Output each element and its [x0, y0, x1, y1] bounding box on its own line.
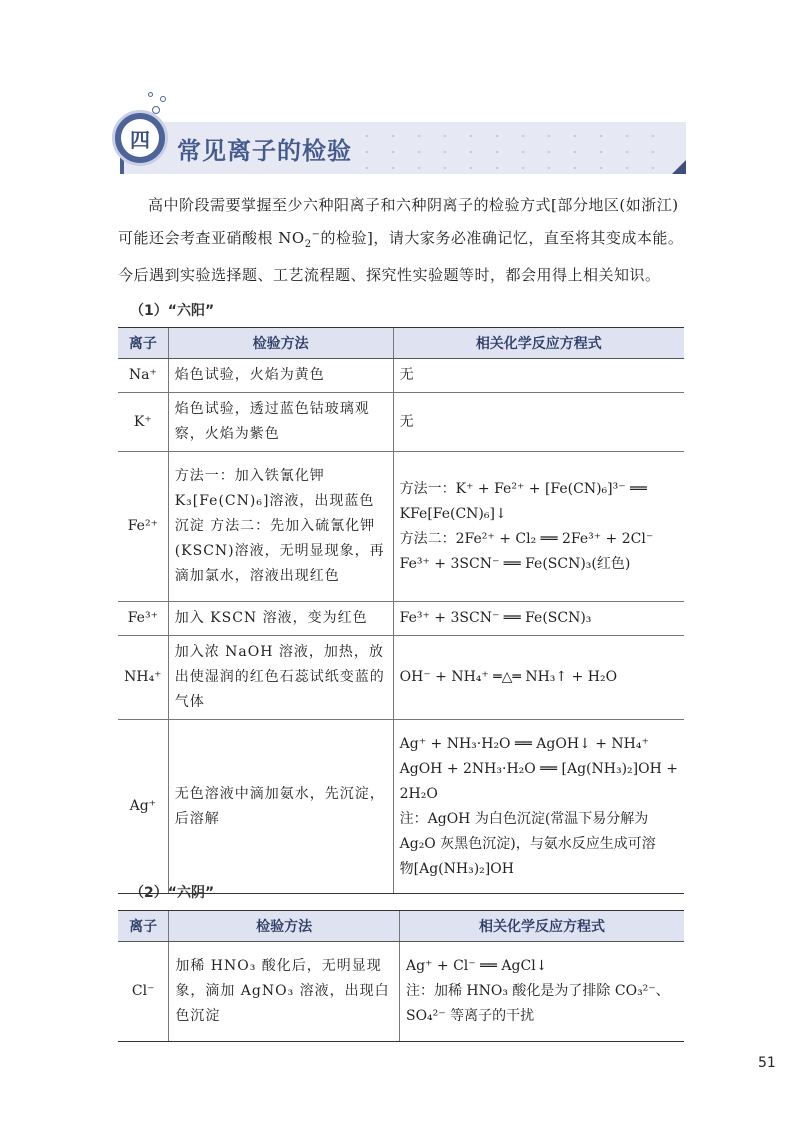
- no2-superscript: −: [311, 229, 321, 240]
- intro-text-2: 的检验]，请大家务必准确记忆，直至将其变成本能。今后遇到实验选择题、工艺流程题、探究性实验题等时，都会用得上相关知识。: [118, 229, 684, 284]
- ion-cell: Na⁺: [118, 359, 168, 393]
- equation-line: Ag⁺ + NH₃·H₂O ══ AgOH↓ + NH₄⁺: [399, 735, 649, 752]
- column-header: 检验方法: [168, 328, 393, 359]
- intro-text-1: 高中阶段需要掌握至少六种阳离子和六种阴离子的检验方式[部分地区(如浙江)可能还会考查亚硝酸根 NO: [118, 196, 679, 247]
- equation-line: AgOH + 2NH₃·H₂O ══ [Ag(NH₃)₂]OH +: [399, 760, 678, 777]
- equation-line: 2H₂O: [399, 785, 438, 802]
- intro-paragraph: [118, 190, 684, 290]
- section-number: 四: [121, 119, 159, 157]
- equation-line: SO₄²⁻ 等离子的干扰: [405, 1008, 535, 1024]
- section-number-badge: [112, 110, 168, 166]
- equation-cell: [393, 720, 684, 894]
- equation-cell: [393, 636, 684, 720]
- equation-line: 注：AgOH 为白色沉淀(常温下易分解为: [399, 810, 649, 827]
- column-header: 相关化学反应方程式: [393, 328, 684, 359]
- table-row: [118, 602, 684, 636]
- equation-cell: [393, 359, 684, 393]
- ion-cell: NH₄⁺: [118, 636, 168, 720]
- equation-line: 方法二：2Fe²⁺ + Cl₂ ══ 2Fe³⁺ + 2Cl⁻: [399, 530, 654, 547]
- method-cell: 加入浓 NaOH 溶液，加热，放出使湿润的红色石蕊试纸变蓝的气体: [168, 636, 393, 720]
- no2-subscript: 2: [304, 239, 312, 250]
- table-row: [118, 720, 684, 894]
- section-label-cations: （1）“六阳”: [130, 303, 215, 319]
- method-cell: 加稀 HNO₃ 酸化后，无明显现象，滴加 AgNO₃ 溶液，出现白色沉淀: [169, 942, 400, 1042]
- cation-table: [118, 327, 684, 894]
- ion-cell: Cl⁻: [118, 942, 169, 1042]
- table-row: [118, 636, 684, 720]
- equation-cell: [393, 602, 684, 636]
- equation-line: 无: [399, 413, 414, 430]
- method-cell: 加入 KSCN 溶液，变为红色: [168, 602, 393, 636]
- column-header: 相关化学反应方程式: [399, 911, 684, 942]
- equation-line: Ag₂O 灰黑色沉淀)，与氨水反应生成可溶: [399, 835, 656, 852]
- equation-line: Ag⁺ + Cl⁻ ══ AgCl↓: [405, 958, 548, 974]
- column-header: 检验方法: [169, 911, 400, 942]
- ion-cell: Fe²⁺: [118, 452, 168, 602]
- banner-corner: [672, 160, 686, 174]
- equation-line: 物[Ag(NH₃)₂]OH: [399, 860, 514, 877]
- table-row: [118, 942, 684, 1042]
- equation-line: Fe³⁺ + 3SCN⁻ ══ Fe(SCN)₃(红色): [399, 555, 631, 572]
- equation-line: KFe[Fe(CN)₆]↓: [399, 505, 507, 522]
- equation-line: 注：加稀 HNO₃ 酸化是为了排除 CO₃²⁻、: [405, 983, 670, 999]
- page-title: 常见离子的检验: [177, 137, 352, 165]
- method-cell: 焰色试验，透过蓝色钴玻璃观察，火焰为紫色: [168, 393, 393, 452]
- equation-cell: [399, 942, 684, 1042]
- column-header: 离子: [118, 328, 168, 359]
- ion-cell: Ag⁺: [118, 720, 168, 894]
- table-row: [118, 452, 684, 602]
- equation-line: 无: [399, 367, 414, 383]
- equation-cell: [393, 393, 684, 452]
- anion-table: [118, 910, 684, 1042]
- table-row: [118, 359, 684, 393]
- ion-cell: Fe³⁺: [118, 602, 168, 636]
- page-number: 51: [758, 1055, 776, 1071]
- equation-line: 方法一：K⁺ + Fe²⁺ + [Fe(CN)₆]³⁻ ══: [399, 480, 647, 497]
- equation-line: OH⁻ + NH₄⁺ ═△═ NH₃↑ + H₂O: [399, 669, 618, 685]
- ion-cell: K⁺: [118, 393, 168, 452]
- method-cell: 焰色试验，火焰为黄色: [168, 359, 393, 393]
- method-cell: 方法一：加入铁氰化钾K₃[Fe(CN)₆]溶液，出现蓝色沉淀 方法二：先加入硫氰化钾(KSCN)溶液，无明显现象，再滴加氯水，溶液出现红色: [168, 452, 393, 602]
- table-row: [118, 393, 684, 452]
- column-header: 离子: [118, 911, 169, 942]
- equation-line: Fe³⁺ + 3SCN⁻ ══ Fe(SCN)₃: [399, 610, 592, 626]
- method-cell: 无色溶液中滴加氨水，先沉淀，后溶解: [168, 720, 393, 894]
- banner-dot-pattern: [354, 122, 666, 174]
- section-label-anions: （2）“六阴”: [130, 885, 215, 901]
- equation-cell: [393, 452, 684, 602]
